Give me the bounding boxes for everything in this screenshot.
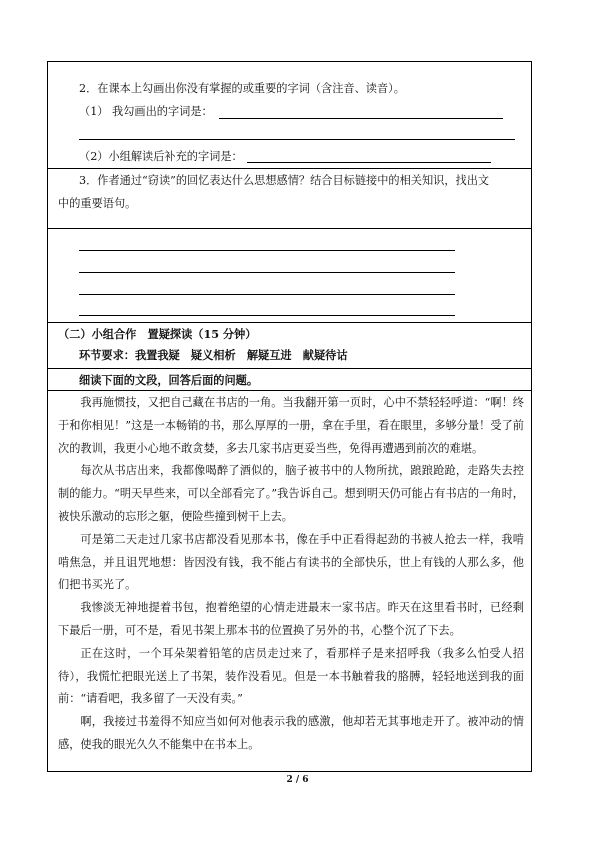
- reading-instruction: 细读下面的文段，回答后面的问题。: [79, 373, 259, 387]
- row-divider: [47, 228, 532, 229]
- reading-passage: [58, 392, 524, 757]
- question-2: 2．在课本上勾画出你没有掌握的或重要的字词（含注音、读音）。: [79, 82, 405, 95]
- section-heading: （二）小组合作 置疑探读（15 分钟）: [58, 327, 257, 341]
- answer-line[interactable]: [79, 272, 455, 273]
- answer-line[interactable]: [79, 139, 515, 140]
- question-2-part-2-label: （2）小组解读后补充的字词是：: [79, 150, 243, 163]
- answer-line[interactable]: [219, 118, 503, 119]
- row-divider: [47, 322, 532, 323]
- passage-paragraph: 每次从书店出来，我都像喝醉了酒似的，脑子被书中的人物所扰，踉踉跄跄，走路失去控制的能力。“明天早些来，可以全部看完了。”我告诉自己。想到明天仍可能占有书店的一角时，被快乐激动的忘形之躯，便险些撞到树干上去。: [58, 464, 524, 523]
- question-2-part-1-label: （1） 我勾画出的字词是：: [79, 105, 213, 118]
- question-3-line-1: 3．作者通过“窃读”的回忆表达什么思想感情？结合目标链接中的相关知识，找出文: [79, 174, 490, 187]
- passage-paragraph: 啊，我接过书羞得不知应当如何对他表示我的感激，他却若无其事地走开了。被冲动的情感，使我的眼光久久不能集中在书本上。: [58, 715, 524, 751]
- row-divider: [47, 168, 532, 169]
- row-divider: [47, 368, 532, 369]
- answer-line[interactable]: [79, 294, 455, 295]
- passage-paragraph: 可是第二天走过几家书店都没看见那本书，像在手中正看得起劲的书被人抢去一样，我啃啃焦急，并且诅咒地想：皆因没有钱，我不能占有读书的全部快乐，世上有钱的人那么多，他们把书买光了。: [58, 532, 524, 592]
- answer-line[interactable]: [79, 250, 455, 251]
- answer-line[interactable]: [79, 315, 455, 316]
- answer-line[interactable]: [247, 162, 491, 163]
- passage-paragraph: 我再施惯技，又把自己藏在书店的一角。当我翻开第一页时，心中不禁轻轻呼道：“啊！终于和你相见！”这是一本畅销的书，那么厚厚的一册，拿在手里，看在眼里，多够分量！受了前次的教训，我更小心地不敢贪婪，多去几家书店更妥当些，免得再遭遇到前次的难堪。: [58, 396, 524, 455]
- question-3-line-2: 中的重要语句。: [58, 197, 137, 210]
- passage-paragraph: 正在这时，一个耳朵架着铅笔的店员走过来了，看那样子是来招呼我（我多么怕受人招待），我慌忙把眼光送上了书架，装作没看见。但是一本书触着我的胳膊，轻轻地送到我的面前：“请看吧，我多留了一天没有卖。”: [58, 646, 524, 706]
- page-number: 2 / 6: [286, 775, 309, 785]
- row-divider: [47, 390, 532, 391]
- passage-paragraph: 我惨淡无神地提着书包，抱着绝望的心情走进最末一家书店。昨天在这里看书时，已经剩下最后一册，可不是，看见书架上那本书的位置换了另外的书，心整个沉了下去。: [58, 601, 524, 637]
- section-requirements: 环节要求：我置我疑 疑义相析 解疑互进 献疑待诂: [79, 348, 348, 362]
